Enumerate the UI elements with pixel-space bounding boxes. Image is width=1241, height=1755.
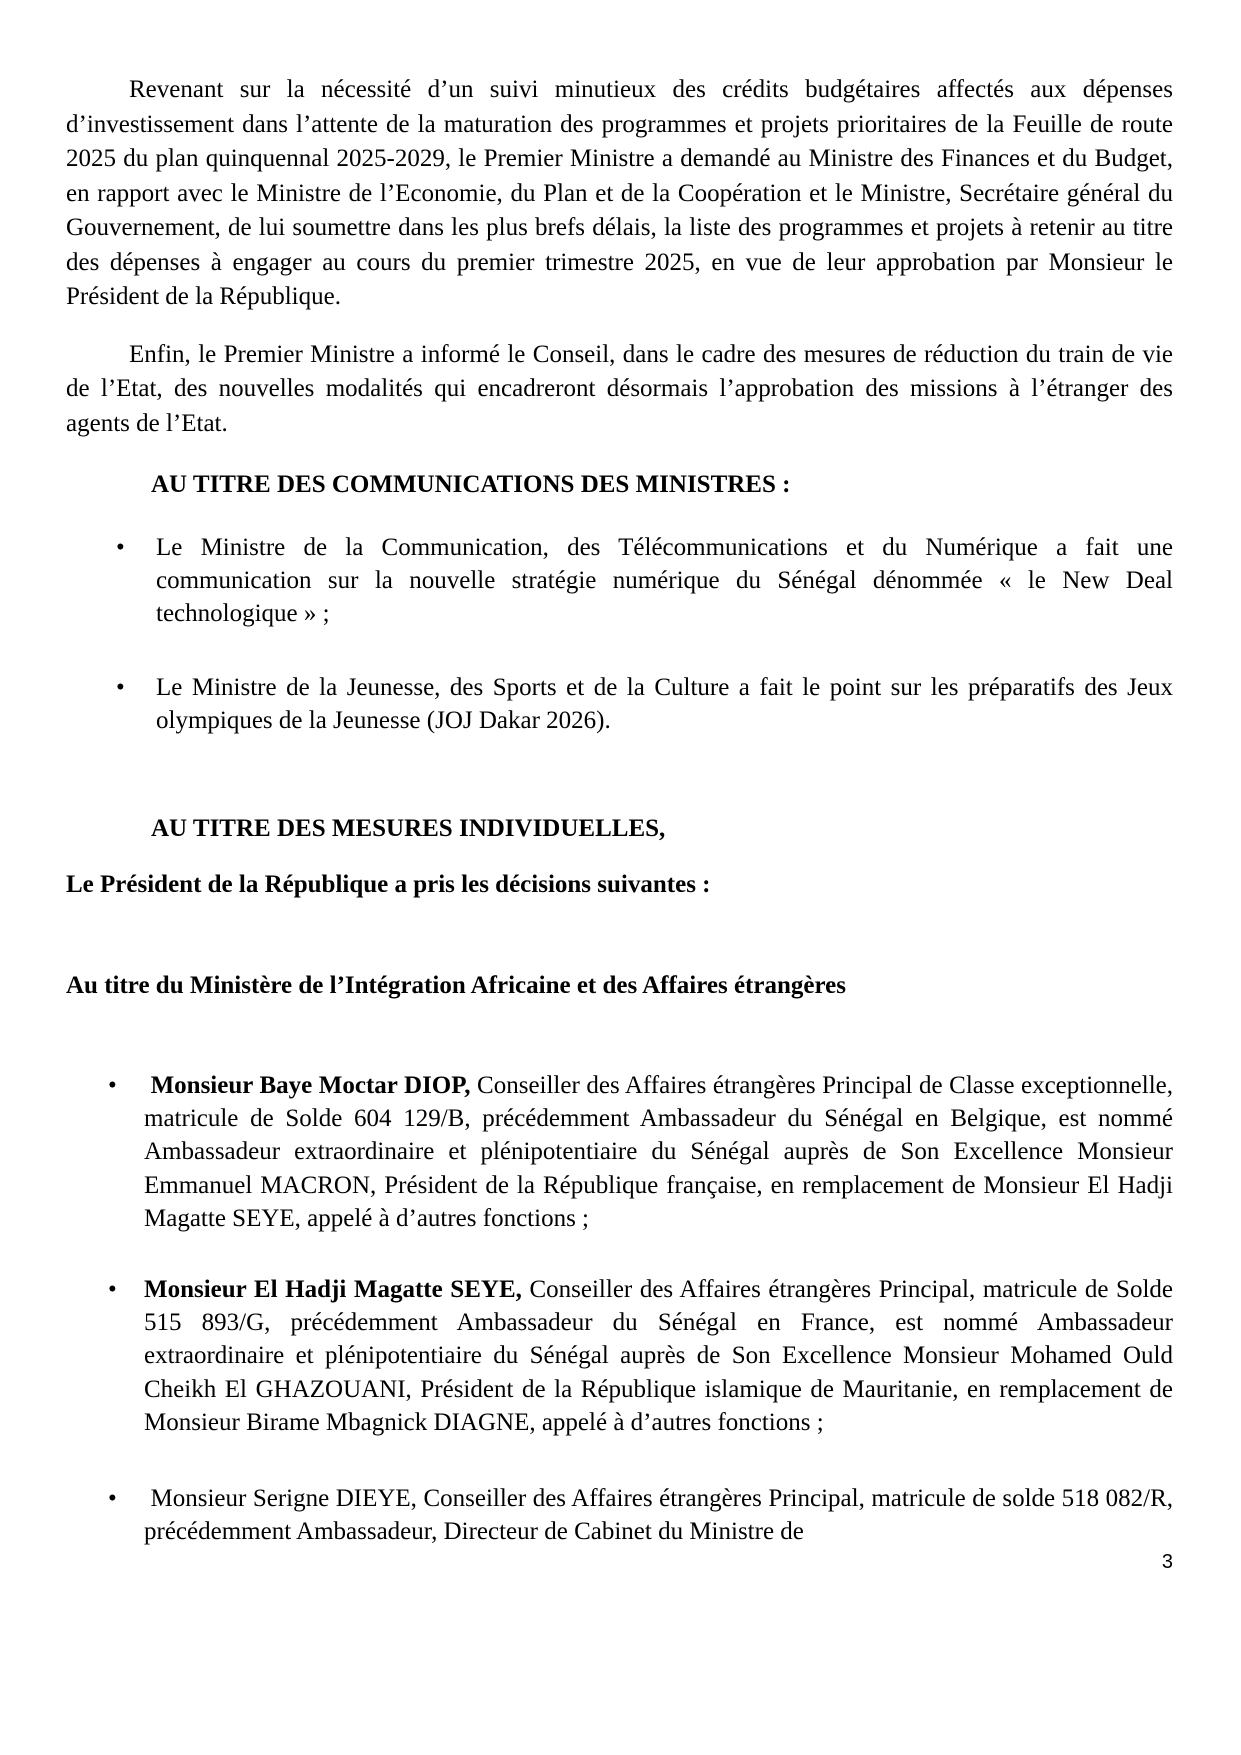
communications-list bbox=[66, 531, 1173, 738]
appointment-dieye bbox=[66, 1482, 1173, 1548]
appointment-details: Conseiller des Affaires étrangères Principal, matricule de Solde 515 893/G, précédemment Ambassadeur du Sénégal en France, est nommé Ambassadeur extraordinaire et plénipotentiaire du Sénégal auprès de Son Excellence Monsieur Mohamed Ould Cheikh El GHAZOUANI, Président de la République islamique de Mauritanie, en remplacement de Monsieur Birame Mbagnick DIAGNE, appelé à d’autres fonctions ; bbox=[144, 1276, 1173, 1436]
list-item-communication-numerique bbox=[66, 531, 1173, 631]
heading-ministere-affaires-etrangeres: Au titre du Ministère de l’Intégration Africaine et des Affaires étrangères bbox=[66, 971, 846, 999]
list-item-text: Le Ministre de la Jeunesse, des Sports et de la Culture a fait le point sur les préparatifs des Jeux olympiques de la Jeunesse (JOJ Dakar 2026). bbox=[156, 674, 1173, 735]
appointment-diop bbox=[66, 1069, 1173, 1235]
page-number: 3 bbox=[1161, 1551, 1173, 1574]
list-item-text: Le Ministre de la Communication, des Télécommunications et du Numérique a fait une communication sur la nouvelle stratégie numérique du Sénégal dénommée « le New Deal technologique » ; bbox=[156, 533, 1173, 627]
appointment-details: Monsieur Serigne DIEYE, Conseiller des Affaires étrangères Principal, matricule de solde 518 082/R, précédemment Ambassadeur, Directeur de Cabinet du Ministre de bbox=[144, 1485, 1173, 1546]
appointee-name: Monsieur Baye Moctar DIOP, bbox=[144, 1072, 471, 1100]
heading-mesures-individuelles: AU TITRE DES MESURES INDIVIDUELLES, bbox=[151, 814, 666, 842]
appointee-name: Monsieur El Hadji Magatte SEYE, bbox=[144, 1276, 522, 1304]
list-item-joj-dakar bbox=[66, 671, 1173, 737]
appointment-details: Conseiller des Affaires étrangères Principal de Classe exceptionnelle, matricule de Solde 604 129/B, précédemment Ambassadeur du Sénégal en Belgique, est nommé Ambassadeur extraordinaire et plénipotentiaire du Sénégal auprès de Son Excellence Monsieur Emmanuel MACRON, Président de la République française, en remplacement de Monsieur El Hadji Magatte SEYE, appelé à d’autres fonctions ; bbox=[144, 1072, 1173, 1232]
heading-communications-ministres: AU TITRE DES COMMUNICATIONS DES MINISTRES : bbox=[151, 471, 791, 498]
appointment-seye bbox=[66, 1273, 1173, 1439]
appointments-list bbox=[66, 1069, 1173, 1548]
paragraph-budget-followup: Revenant sur la nécessité d’un suivi minutieux des crédits budgétaires affectés aux dépenses d’investissement dans l’attente de la maturation des programmes et projets prioritaires de la Feuille de route 2025 du plan quinquennal 2025-2029, le Premier Ministre a demandé au Ministre des Finances et du Budget, en rapport avec le Ministre de l’Economie, du Plan et de la Coopération et le Ministre, Secrétaire général du Gouvernement, de lui soumettre dans les plus brefs délais, la liste des programmes et projets à retenir au titre des dépenses à engager au cours du premier trimestre 2025, en vue de leur approbation par Monsieur le Président de la République. bbox=[66, 76, 1173, 310]
paragraph-missions-etranger: Enfin, le Premier Ministre a informé le Conseil, dans le cadre des mesures de réduction du train de vie de l’Etat, des nouvelles modalités qui encadreront désormais l’approbation des missions à l’étranger des agents de l’Etat. bbox=[66, 340, 1173, 437]
president-decisions-intro: Le Président de la République a pris les décisions suivantes : bbox=[66, 871, 711, 899]
